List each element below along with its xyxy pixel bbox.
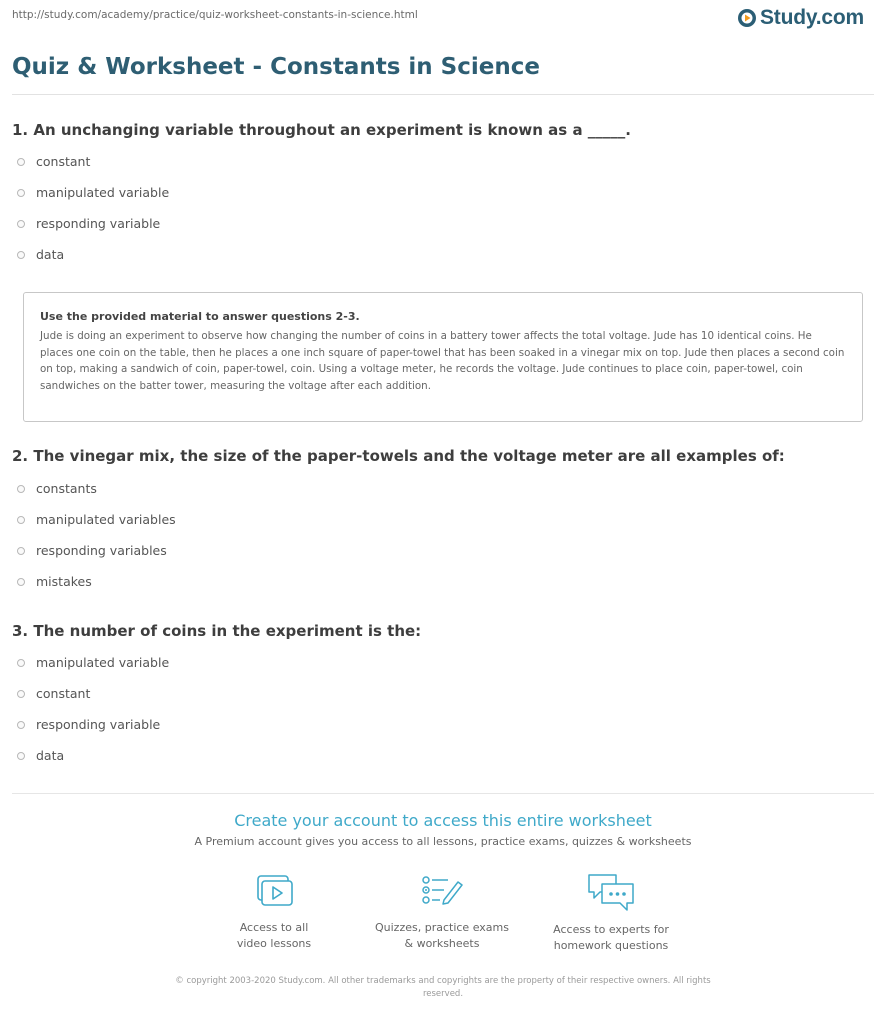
radio-circle-icon[interactable] (17, 578, 25, 586)
answer-option[interactable] (17, 504, 176, 535)
radio-circle-icon[interactable] (17, 251, 25, 259)
page-title: Quiz & Worksheet - Constants in Science (12, 54, 540, 80)
feature-label (531, 922, 691, 954)
question-3: 3. The number of coins in the experiment is the: (12, 622, 422, 640)
radio-circle-icon[interactable] (17, 158, 25, 166)
radio-circle-icon[interactable] (17, 220, 25, 228)
answer-option[interactable] (17, 566, 176, 597)
passage-text: Jude is doing an experiment to observe how changing the number of coins in a battery tower affects the total voltage. Jude has 10 identical coins. He places one coin on the table, then he places a one inch square of paper-towel that has been soaked in a vinegar mix on top. Jude then places a second coin on top, making a sandwich of coin, paper-towel, coin. Using a voltage meter, he records the voltage. Jude continues to place coin, paper-towel, coin sandwiches on the batter tower, measuring the voltage after each addition. (40, 330, 845, 392)
feature-label (362, 920, 522, 952)
answer-label: constants (36, 481, 97, 496)
question-1-answers (17, 146, 169, 270)
answer-label: constant (36, 154, 91, 169)
chat-bubbles-icon (586, 872, 636, 912)
question-3-answers (17, 647, 169, 771)
answer-option[interactable] (17, 535, 176, 566)
answer-option[interactable] (17, 740, 169, 771)
answer-option[interactable] (17, 239, 169, 270)
video-lessons-icon (254, 872, 294, 910)
answer-option[interactable] (17, 473, 176, 504)
answer-label: manipulated variable (36, 655, 170, 670)
feature-label-line: & worksheets (404, 937, 480, 950)
radio-circle-icon[interactable] (17, 752, 25, 760)
copyright-notice: © copyright 2003-2020 Study.com. All other trademarks and copyrights are the property of their respective owners. All rights reserved. (175, 976, 711, 999)
answer-option[interactable] (17, 709, 169, 740)
radio-circle-icon[interactable] (17, 189, 25, 197)
question-2: 2. The vinegar mix, the size of the paper-towels and the voltage meter are all examples of: (12, 447, 785, 465)
radio-circle-icon[interactable] (17, 547, 25, 555)
answer-label: responding variables (36, 543, 167, 558)
create-account-link[interactable]: Create your account to access this entire worksheet (234, 811, 652, 830)
passage-heading: Use the provided material to answer questions 2-3. (40, 310, 360, 323)
feature-label-line: video lessons (236, 937, 312, 950)
title-divider (12, 94, 874, 95)
radio-circle-icon[interactable] (17, 516, 25, 524)
feature-label (194, 920, 354, 952)
cta-subtitle: A Premium account gives you access to all lessons, practice exams, quizzes & worksheets (194, 835, 692, 848)
answer-option[interactable] (17, 146, 169, 177)
answer-option[interactable] (17, 177, 169, 208)
feature-quizzes (362, 872, 522, 952)
answer-label: data (36, 748, 65, 763)
radio-circle-icon[interactable] (17, 721, 25, 729)
answer-label: mistakes (36, 574, 92, 589)
answer-label: manipulated variables (36, 512, 176, 527)
feature-label-line: Access to experts for (553, 923, 669, 936)
question-2-answers (17, 473, 176, 597)
answer-label: data (36, 247, 65, 262)
feature-experts (531, 872, 691, 954)
radio-circle-icon[interactable] (17, 690, 25, 698)
feature-label-line: homework questions (553, 939, 669, 952)
footer-divider (12, 793, 874, 794)
reading-passage-box (23, 292, 863, 422)
study-logo[interactable] (737, 6, 864, 30)
radio-circle-icon[interactable] (17, 659, 25, 667)
answer-label: manipulated variable (36, 185, 170, 200)
answer-option[interactable] (17, 678, 169, 709)
study-logo-text: Study.com (760, 6, 864, 29)
study-logo-icon (737, 8, 757, 28)
feature-label-line: Quizzes, practice exams (375, 921, 509, 934)
answer-option[interactable] (17, 647, 169, 678)
answer-label: constant (36, 686, 91, 701)
feature-label-line: Access to all (239, 921, 309, 934)
answer-label: responding variable (36, 216, 161, 231)
page-url: http://study.com/academy/practice/quiz-worksheet-constants-in-science.html (12, 9, 418, 21)
radio-circle-icon[interactable] (17, 485, 25, 493)
answer-label: responding variable (36, 717, 161, 732)
answer-option[interactable] (17, 208, 169, 239)
question-1: 1. An unchanging variable throughout an experiment is known as a _____. (12, 121, 631, 139)
quiz-checklist-icon (420, 872, 464, 910)
feature-video-lessons (194, 872, 354, 952)
